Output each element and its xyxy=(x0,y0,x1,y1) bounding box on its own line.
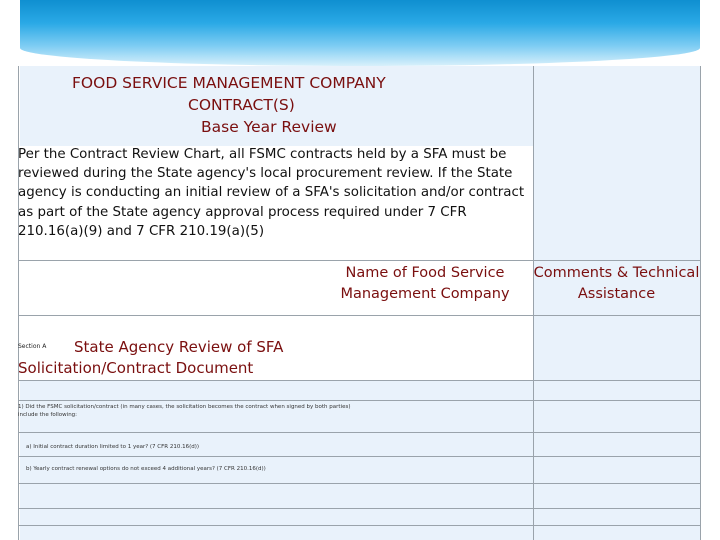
row-divider-1 xyxy=(18,260,700,261)
row-divider-7 xyxy=(18,483,700,484)
question-1: 1) Did the FSMC solicitation/contract (in many cases, the solicitation becomes the contract when signed by both parties) include the following: xyxy=(18,404,351,418)
question-1a: a) Initial contract duration limited to 1 year? (7 CFR 210.16(d)) xyxy=(26,444,200,450)
comments-header: Comments & Technical Assistance xyxy=(533,265,700,302)
section-title xyxy=(18,337,348,379)
title-line-3: Base Year Review xyxy=(201,118,337,136)
fsmc-name-header: Name of Food Service Management Company xyxy=(340,265,510,302)
row-divider-9 xyxy=(18,525,700,526)
row-divider-6 xyxy=(18,456,700,457)
title-line-1: FOOD SERVICE MANAGEMENT COMPANY xyxy=(72,74,386,92)
page-title xyxy=(20,72,520,138)
section-label: Section A xyxy=(18,343,47,350)
header-banner xyxy=(20,0,700,66)
row-divider-3 xyxy=(18,380,700,381)
row-divider-8 xyxy=(18,508,700,509)
row-divider-5 xyxy=(18,432,700,433)
intro-paragraph: Per the Contract Review Chart, all FSMC contracts held by a SFA must be reviewed during the State agency's local procurement review. If the State agency is conducting an initial review of a SFA's solicitation and/or contract as part of the State agency approval process required under 7 CFR 210.16(a)(9) and 7 CFR 210.19(a)(5) xyxy=(18,147,525,239)
section-title-text: State Agency Review of SFA Solicitation/Contract Document xyxy=(18,338,284,377)
row-divider-2 xyxy=(18,315,700,316)
title-line-2: CONTRACT(S) xyxy=(188,96,295,114)
question-1b: b) Yearly contract renewal options do not exceed 4 additional years? (7 CFR 210.16(d)) xyxy=(26,466,266,472)
grid-left-border xyxy=(18,66,19,540)
grid-right-border xyxy=(700,66,701,540)
row-divider-4 xyxy=(18,400,700,401)
